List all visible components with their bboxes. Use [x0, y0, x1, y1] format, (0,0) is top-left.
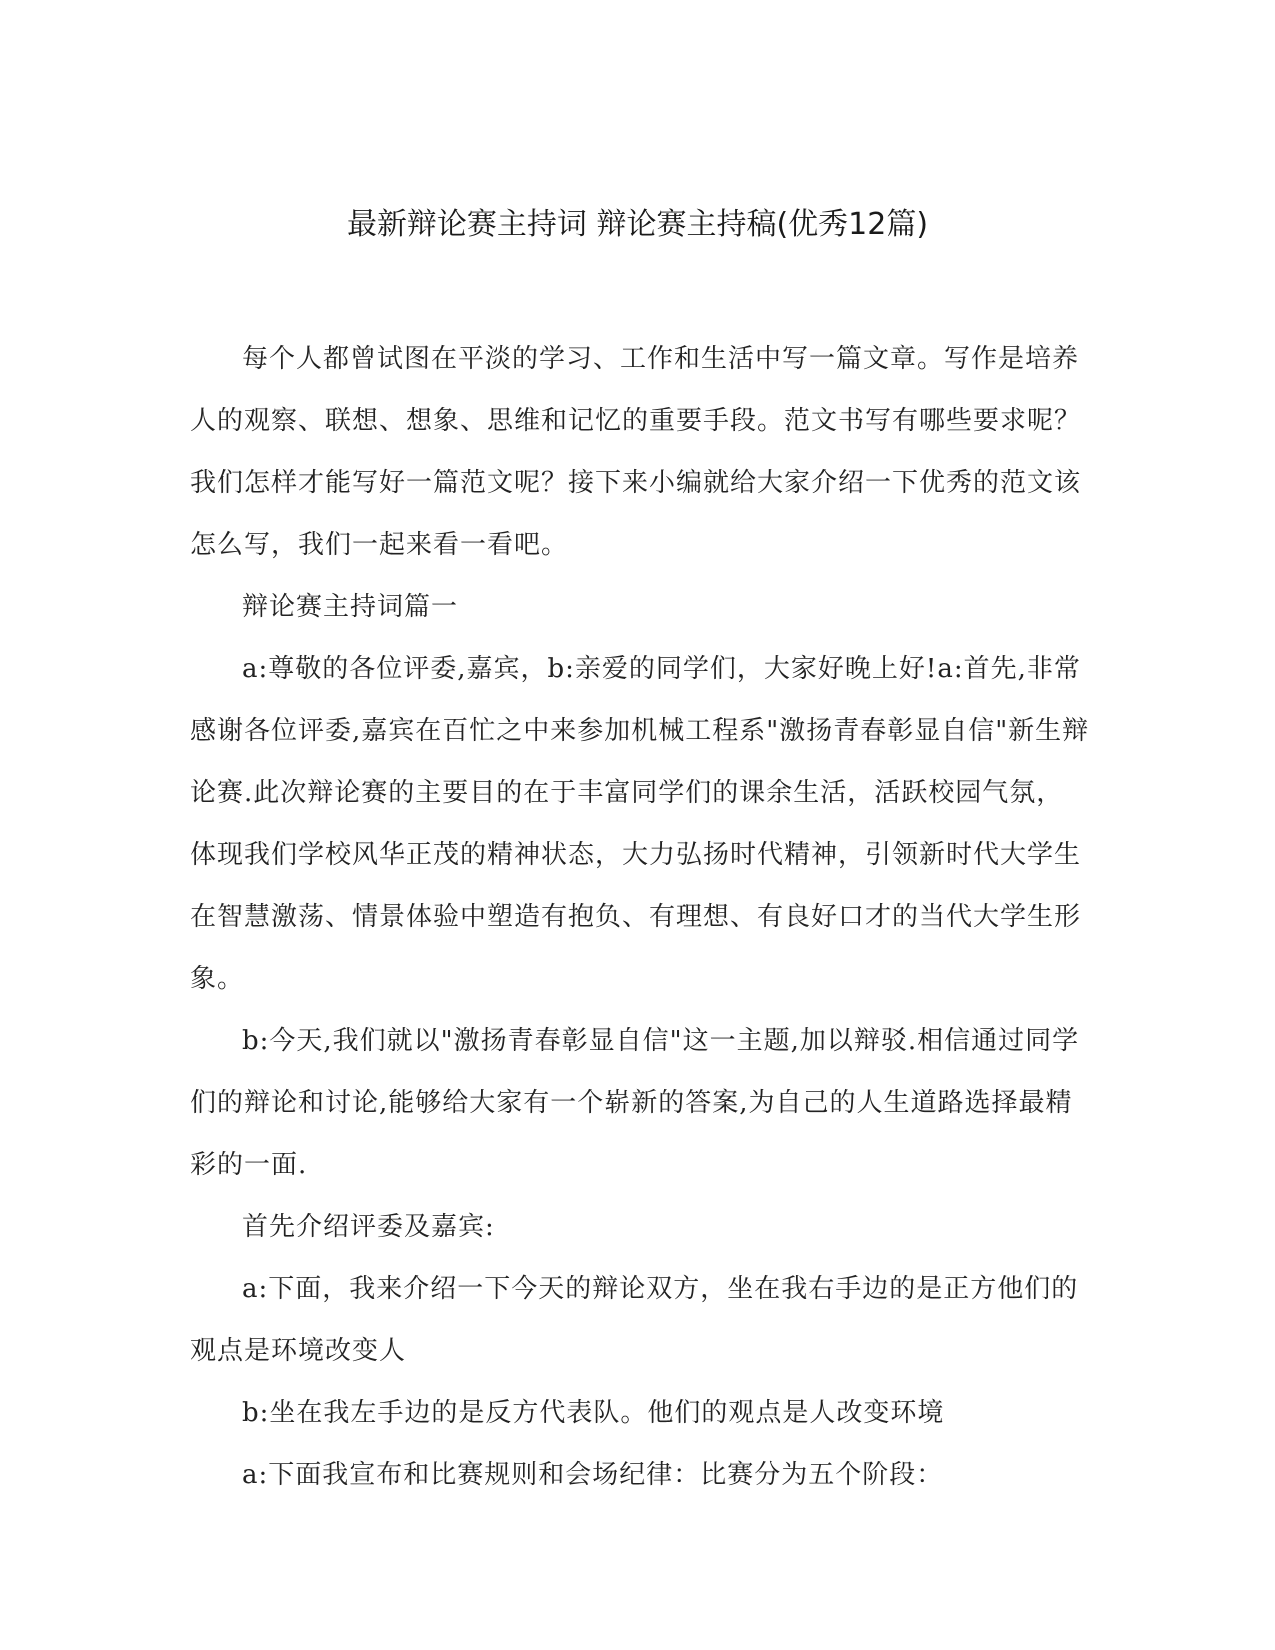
body-paragraph: b:坐在我左手边的是反方代表队。他们的观点是人改变环境: [242, 1398, 945, 1428]
body-paragraph: a:尊敬的各位评委,嘉宾，b:亲爱的同学们，大家好晚上好!a:首先,非常感谢各位评委,嘉宾在百忙之中来参加机械工程系"激扬青春彰显自信"新生辩论赛.此次辩论赛的主要目的在于丰富同学们的课余生活，活跃校园气氛，体现我们学校风华正茂的精神状态，大力弘扬时代精神，引领新时代大学生在智慧激荡、情景体验中塑造有抱负、有理想、有良好口才的当代大学生形象。: [190, 654, 1090, 994]
document-title: 最新辩论赛主持词 辩论赛主持稿(优秀12篇): [346, 207, 929, 242]
intro-paragraph: 每个人都曾试图在平淡的学习、工作和生活中写一篇文章。写作是培养人的观察、联想、想象、思维和记忆的重要手段。范文书写有哪些要求呢？我们怎样才能写好一篇范文呢？接下来小编就给大家介绍一下优秀的范文该怎么写，我们一起来看一看吧。: [190, 344, 1082, 560]
section-heading: 辩论赛主持词篇一: [242, 592, 459, 622]
body-paragraph: a:下面，我来介绍一下今天的辩论双方，坐在我右手边的是正方他们的观点是环境改变人: [190, 1274, 1079, 1366]
document-body: [190, 328, 1090, 1506]
body-paragraph: b:今天,我们就以"激扬青春彰显自信"这一主题,加以辩驳.相信通过同学们的辩论和讨论,能够给大家有一个崭新的答案,为自己的人生道路选择最精彩的一面.: [190, 1026, 1080, 1180]
body-paragraph: a:下面我宣布和比赛规则和会场纪律：比赛分为五个阶段：: [242, 1460, 944, 1490]
body-paragraph: 首先介绍评委及嘉宾:: [242, 1212, 495, 1242]
